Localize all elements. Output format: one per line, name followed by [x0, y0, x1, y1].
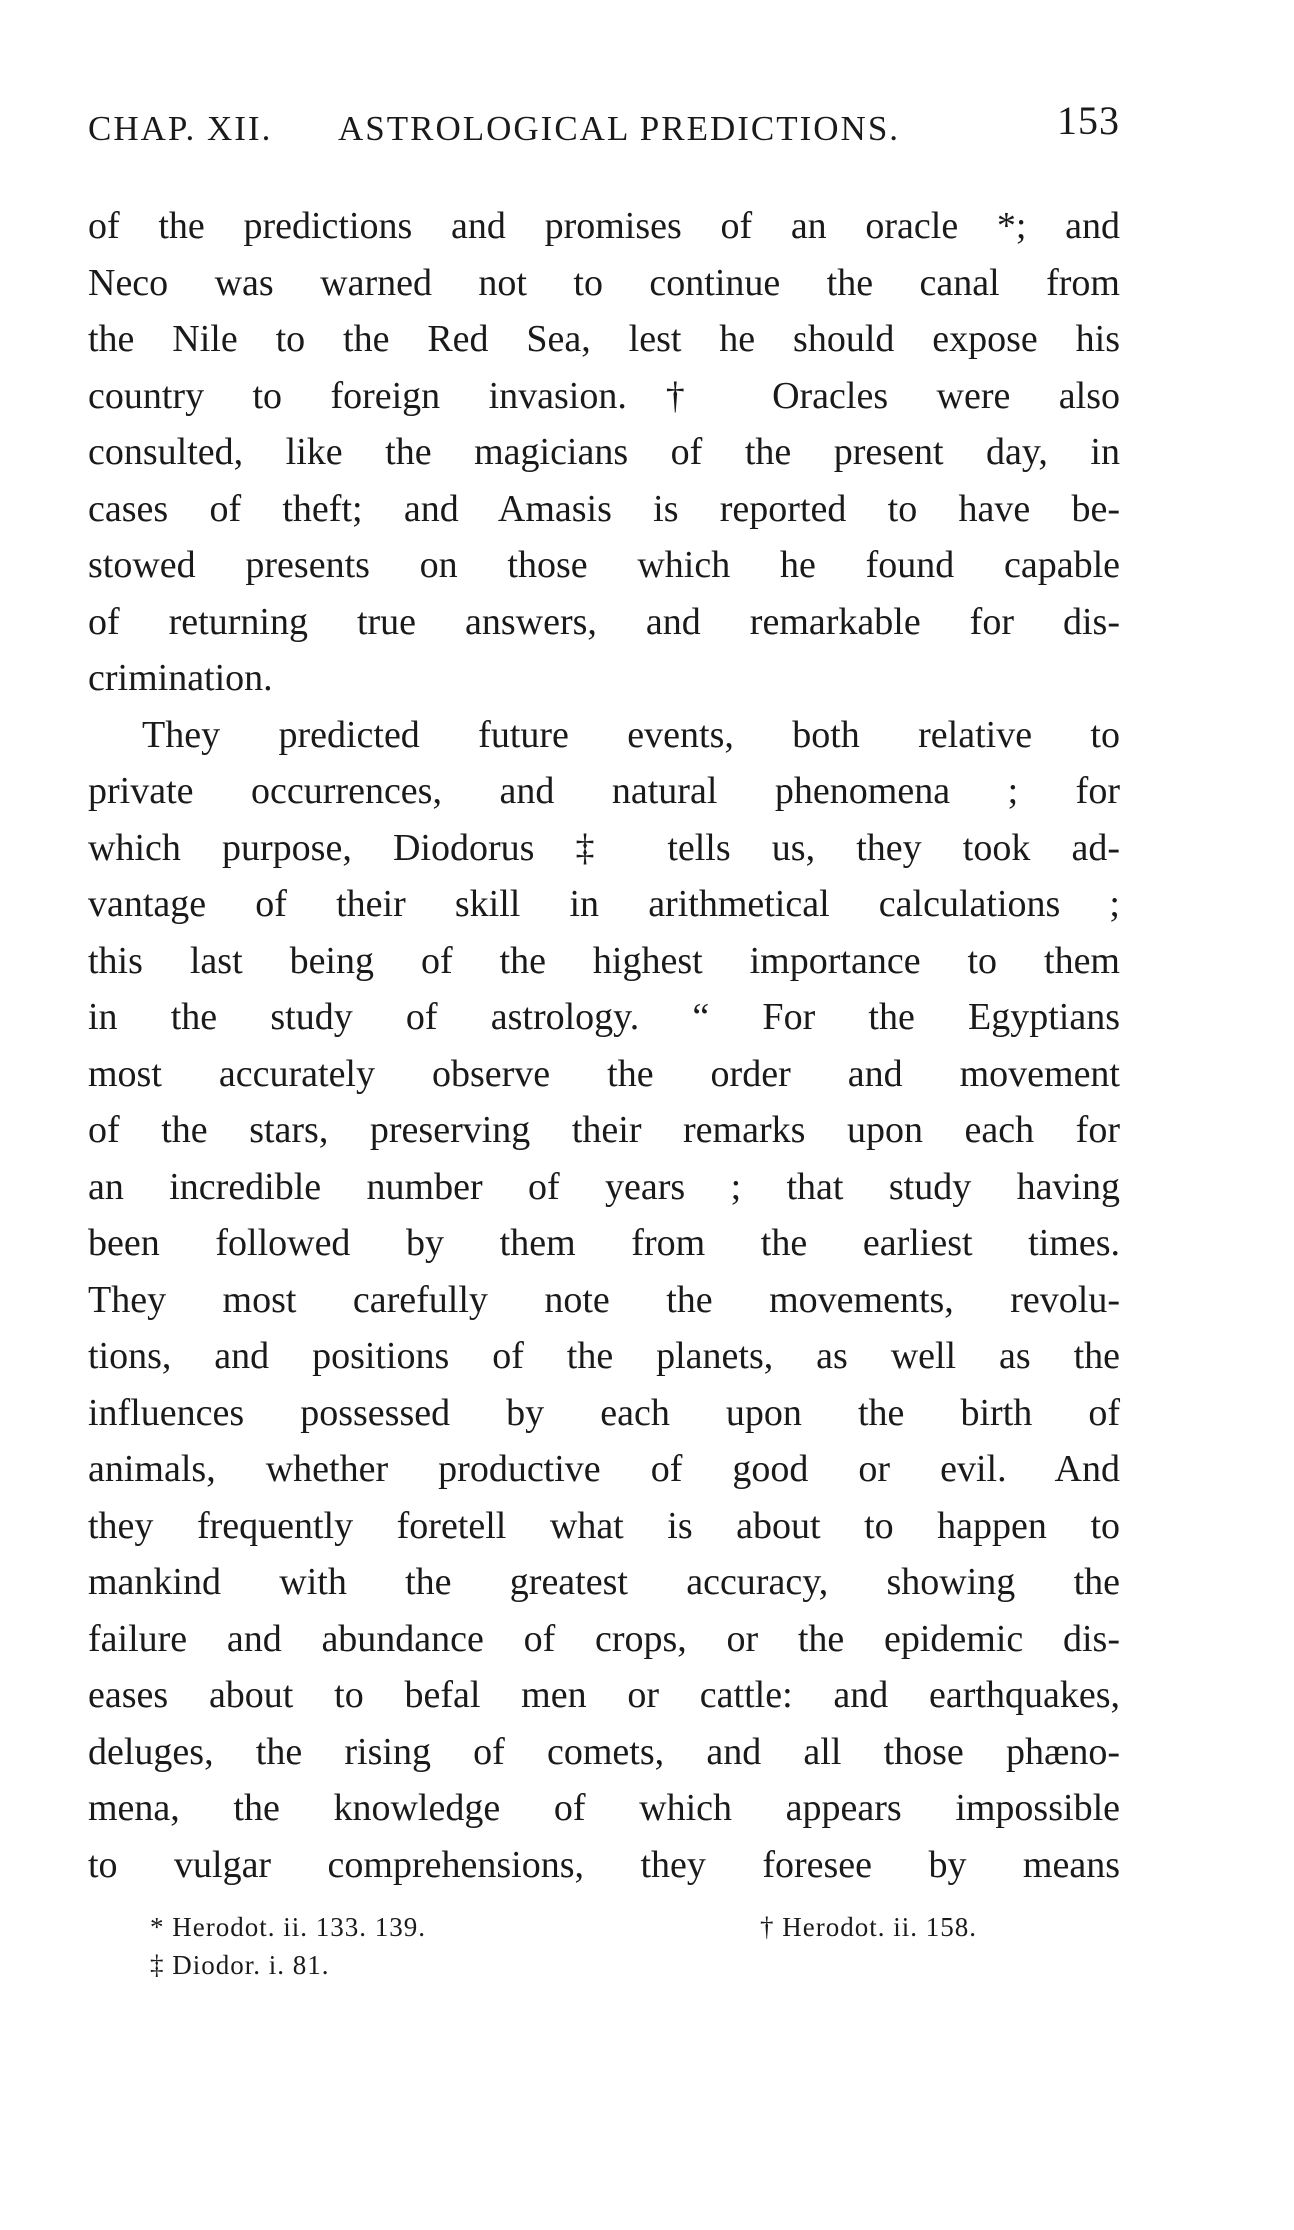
text-line: private occurrences, and natural phenomena ; for: [88, 770, 1120, 812]
text-line: of returning true answers, and remarkable for dis-: [88, 600, 1120, 643]
text-line: country to foreign invasion.† Oracles were also: [88, 374, 1120, 417]
running-head: [88, 98, 1120, 154]
footnote-herodot-158: † Herodot. ii. 158.: [760, 1912, 977, 1942]
text-line: been followed by them from the earliest times.: [88, 1222, 1120, 1264]
text-line: consulted, like the magicians of the present day, in: [88, 431, 1120, 473]
chapter-label: CHAP. XII.: [88, 109, 273, 148]
text-line: to vulgar comprehensions, they foresee by means: [88, 1843, 1120, 1886]
text-line: of the stars, preserving their remarks upon each for: [88, 1109, 1120, 1151]
text-line: cases of theft; and Amasis is reported to have be-: [88, 487, 1120, 530]
text-line: of the predictions and promises of an oracle *; and: [88, 205, 1120, 247]
footnotes: [150, 1908, 1070, 1984]
text-line: They most carefully note the movements, revolu-: [88, 1278, 1120, 1321]
text-line: Neco was warned not to continue the canal from: [88, 261, 1120, 304]
footnote-herodot-133: * Herodot. ii. 133. 139.: [150, 1912, 426, 1942]
text-line: tions, and positions of the planets, as well as the: [88, 1335, 1120, 1377]
text-line: vantage of their skill in arithmetical calculations ;: [88, 883, 1120, 925]
page-number: 153: [1057, 98, 1120, 143]
footnote-row: [150, 1908, 1070, 1946]
text-line: influences possessed by each upon the birth of: [88, 1391, 1120, 1434]
text-line: in the study of astrology. “ For the Egyptians: [88, 996, 1120, 1038]
text-line: they frequently foretell what is about to happen to: [88, 1504, 1120, 1547]
text-line: which purpose, Diodorus ‡ tells us, they took ad-: [88, 826, 1120, 869]
text-line: failure and abundance of crops, or the epidemic dis-: [88, 1617, 1120, 1660]
text-line: mena, the knowledge of which appears impossible: [88, 1787, 1120, 1829]
text-line: this last being of the highest importance to them: [88, 939, 1120, 982]
text-line: the Nile to the Red Sea, lest he should expose his: [88, 318, 1120, 360]
text-line: animals, whether productive of good or evil. And: [88, 1448, 1120, 1490]
body-text: [88, 198, 1120, 1893]
page-title: ASTROLOGICAL PREDICTIONS.: [338, 109, 901, 148]
text-line: an incredible number of years ; that study having: [88, 1165, 1120, 1208]
text-line: stowed presents on those which he found capable: [88, 544, 1120, 586]
text-line: deluges, the rising of comets, and all those phæno-: [88, 1730, 1120, 1773]
footnote-diodor: ‡ Diodor. i. 81.: [150, 1950, 330, 1980]
text-line: most accurately observe the order and movement: [88, 1052, 1120, 1095]
text-line: They predicted future events, both relative to: [142, 713, 1120, 756]
footnote-row: [150, 1946, 1070, 1984]
text-line: eases about to befal men or cattle: and earthquakes,: [88, 1674, 1120, 1716]
text-line: mankind with the greatest accuracy, showing the: [88, 1561, 1120, 1603]
text-line: crimination.: [88, 657, 273, 699]
